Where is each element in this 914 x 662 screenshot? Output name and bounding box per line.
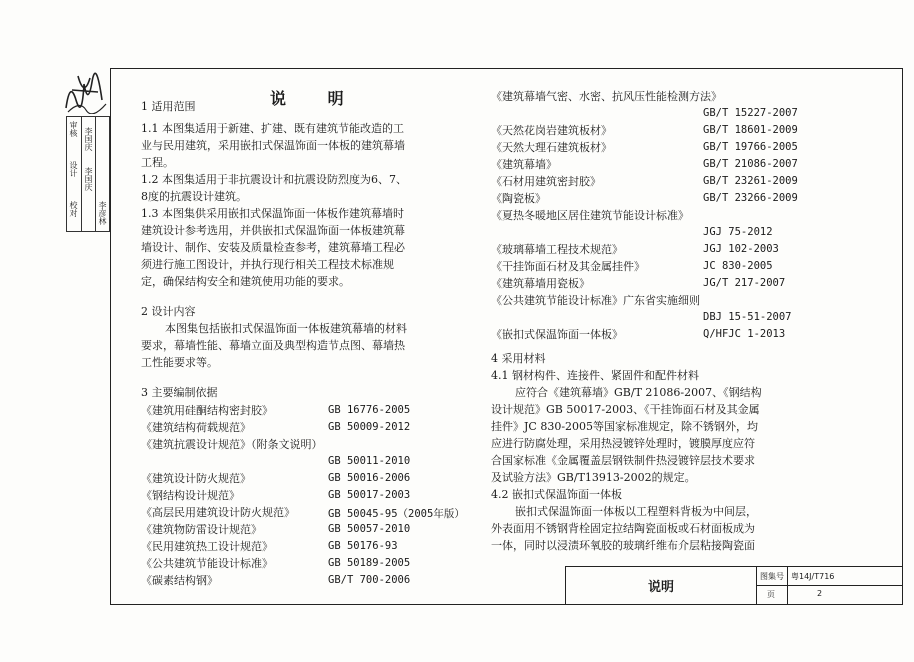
standard-name: 《建筑设计防火规范》: [141, 472, 251, 485]
text-line: 外表面用不锈钢背栓固定拉结陶瓷面板或石材面板成为: [491, 522, 755, 535]
standard-code: GB/T 18601-2009: [703, 124, 798, 136]
text-line: 3 主要编制依据: [141, 386, 218, 399]
atlas-label: 图集号: [760, 572, 784, 581]
approval-name-2: 李国庆: [84, 167, 93, 191]
page-title: 说 明: [270, 89, 362, 108]
standard-code: GB 50016-2006: [328, 472, 411, 484]
approval-name-1: 李国庆: [84, 127, 93, 151]
standard-code: JC 830-2005: [703, 260, 773, 272]
standard-code: GB/T 21086-2007: [703, 158, 798, 170]
text-line: 1.1 本图集适用于新建、扩建、既有建筑节能改造的工: [141, 122, 404, 135]
text-line: 4 采用材料: [491, 352, 546, 365]
standard-code: GB 50017-2003: [328, 489, 411, 501]
text-line: 1.2 本图集适用于非抗震设计和抗震设防烈度为6、7、: [141, 173, 407, 186]
standard-name: 《公共建筑节能设计标准》广东省实施细则: [491, 294, 700, 307]
standard-name: 《建筑用硅酮结构密封胶》: [141, 404, 273, 417]
text-line: 应符合《建筑幕墙》GB/T 21086-2007、《钢结构: [515, 386, 762, 399]
atlas-number: 粤14J/T716: [791, 572, 835, 581]
standard-name: 《天然大理石建筑板材》: [491, 141, 612, 154]
standard-code: GB 50045-95（2005年版）: [328, 508, 465, 520]
page-label: 页: [767, 590, 775, 599]
standard-name: 《嵌扣式保温饰面一体板》: [491, 328, 623, 341]
standard-name: 《建筑结构荷载规范》: [141, 421, 251, 434]
standard-code: GB/T 19766-2005: [703, 141, 798, 153]
standard-name: 《高层民用建筑设计防火规范》: [141, 506, 295, 519]
standard-code: GB/T 15227-2007: [703, 107, 798, 119]
standard-code: GB 50176-93: [328, 540, 398, 552]
text-line: 一体，同时以浸渍环氧胶的玻璃纤维布介层粘接陶瓷面: [491, 539, 755, 552]
text-line: 业与民用建筑，采用嵌扣式保温饰面一体板的建筑幕墙: [141, 139, 405, 152]
standard-name: 《陶瓷板》: [491, 192, 546, 205]
standard-name: 《建筑幕墙》: [491, 158, 557, 171]
approval-role-2: 设计: [69, 161, 78, 177]
signature-mark: [62, 70, 110, 114]
standard-code: GB 50009-2012: [328, 421, 411, 433]
text-line: 2 设计内容: [141, 305, 196, 318]
text-line: 1 适用范围: [141, 100, 196, 113]
standard-code: JG/T 217-2007: [703, 277, 786, 289]
standard-name: 《民用建筑热工设计规范》: [141, 540, 273, 553]
standard-code: GB/T 23261-2009: [703, 175, 798, 187]
approval-strip: [66, 116, 110, 232]
standard-name: 《建筑抗震设计规范》（附条文说明）: [141, 438, 323, 451]
text-line: 挂件》JC 830-2005等国家标准规定，除不锈钢外，均: [491, 420, 759, 433]
text-line: 须进行施工图设计，并执行现行相关工程技术标准规: [141, 258, 394, 271]
standard-name: 《公共建筑节能设计标准》: [141, 557, 273, 570]
standard-code: GB 50011-2010: [328, 455, 411, 467]
text-line: 工程。: [141, 156, 174, 169]
title-block: [565, 566, 903, 605]
standard-code: JGJ 102-2003: [703, 243, 779, 255]
approval-role-3: 校对: [69, 201, 78, 217]
page-number: 2: [817, 589, 823, 598]
approval-name-3: 李彦林: [98, 201, 107, 225]
text-line: 定，确保结构安全和建筑使用功能的要求。: [141, 275, 350, 288]
text-line: 要求，幕墙性能、幕墙立面及典型构造节点图、幕墙热: [141, 339, 405, 352]
standard-code: GB/T 23266-2009: [703, 192, 798, 204]
standard-name: 《干挂饰面石材及其金属挂件》: [491, 260, 645, 273]
standard-code: GB 50189-2005: [328, 557, 411, 569]
text-line: 设计规范》GB 50017-2003、《干挂饰面石材及其金属: [491, 403, 760, 416]
standard-code: GB 50057-2010: [328, 523, 411, 535]
text-line: 4.1 钢材构件、连接件、紧固件和配件材料: [491, 369, 699, 382]
standard-name: 《钢结构设计规范》: [141, 489, 240, 502]
standard-name: 《建筑幕墙气密、水密、抗风压性能检测方法》: [491, 90, 722, 103]
text-line: 4.2 嵌扣式保温饰面一体板: [491, 488, 622, 501]
text-line: 建筑设计参考选用，并供嵌扣式保温饰面一体板建筑幕: [141, 224, 405, 237]
text-line: 本图集包括嵌扣式保温饰面一体板建筑幕墙的材料: [165, 322, 407, 335]
drawing-name: 说明: [647, 580, 674, 595]
standard-code: DBJ 15-51-2007: [703, 311, 792, 323]
standard-name: 《碳素结构钢》: [141, 574, 218, 587]
text-line: 及试验方法》GB/T13913-2002的规定。: [491, 471, 696, 484]
standard-code: Q/HFJC 1-2013: [703, 328, 786, 340]
standard-name: 《玻璃幕墙工程技术规范》: [491, 243, 623, 256]
standard-name: 《建筑幕墙用瓷板》: [491, 277, 590, 290]
standard-code: JGJ 75-2012: [703, 226, 773, 238]
standard-code: GB/T 700-2006: [328, 574, 411, 586]
standard-code: GB 16776-2005: [328, 404, 411, 416]
text-line: 合国家标准《金属覆盖层钢铁制件热浸镀锌层技术要求: [491, 454, 755, 467]
text-line: 1.3 本图集供采用嵌扣式保温饰面一体板作建筑幕墙时: [141, 207, 404, 220]
standard-name: 《夏热冬暖地区居住建筑节能设计标准》: [491, 209, 689, 222]
standard-name: 《天然花岗岩建筑板材》: [491, 124, 612, 137]
text-line: 嵌扣式保温饰面一体板以工程塑料背板为中间层，: [515, 505, 757, 518]
standard-name: 《石材用建筑密封胶》: [491, 175, 601, 188]
text-line: 墙设计、制作、安装及质量检查参考，建筑幕墙工程必: [141, 241, 405, 254]
text-line: 8度的抗震设计建筑。: [141, 190, 247, 203]
text-line: 应进行防腐处理，采用热浸镀锌处理时，镀膜厚度应符: [491, 437, 755, 450]
approval-role-1: 审核: [69, 121, 78, 137]
standard-name: 《建筑物防雷设计规范》: [141, 523, 262, 536]
text-line: 工性能要求等。: [141, 356, 218, 369]
